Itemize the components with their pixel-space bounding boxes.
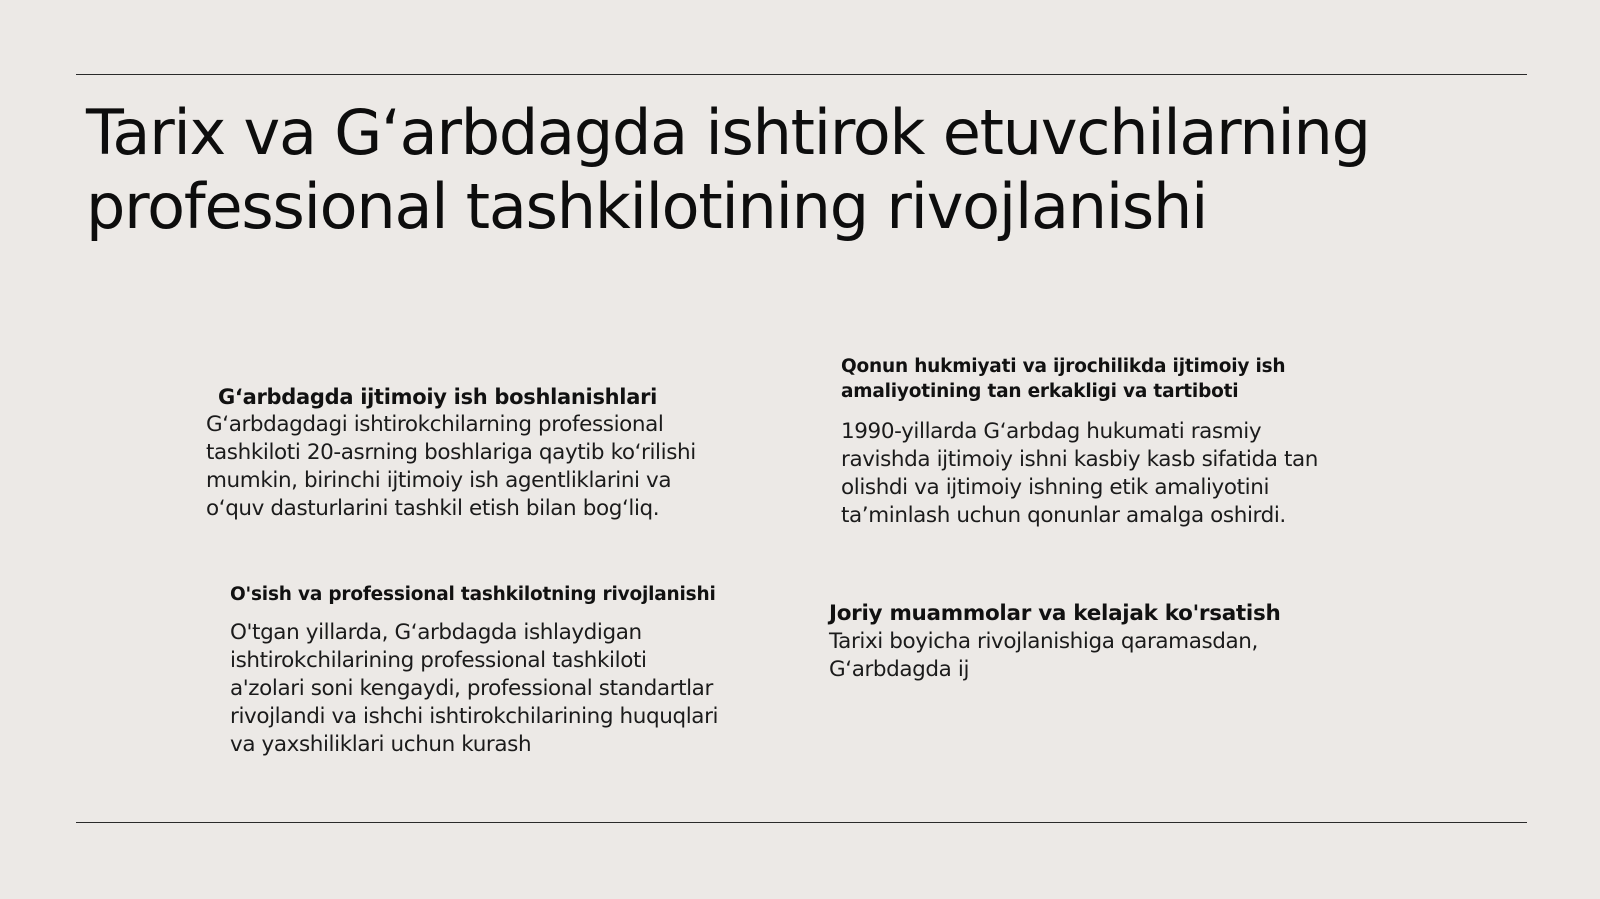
body-line: a'zolari soni kengaydi, professional standartlar [230,676,713,701]
body-line: ishtirokchilarining professional tashkiloti [230,648,647,673]
section-heading [841,354,1401,404]
body-line: O'tgan yillarda, G‘arbdagda ishlaydigan [230,620,642,645]
body-line: olishdi va ijtimoiy ishning etik amaliyotini [841,475,1270,500]
body-line: ta’minlash uchun qonunlar amalga oshirdi. [841,503,1286,528]
body-line: tashkiloti 20-asrning boshlariga qaytib ko‘rilishi [206,440,696,465]
heading-line: Qonun hukmiyati va ijrochilikda ijtimoiy ish [841,356,1286,377]
body-line: G‘arbdagda ij [829,657,970,682]
bottom-divider [76,822,1527,823]
section-body [841,418,1401,530]
body-line: va yaxshiliklari uchun kurash [230,732,532,757]
section-heading: O'sish va professional tashkilotning rivojlanishi [230,584,716,605]
section-heading: Joriy muammolar va kelajak ko'rsatish [829,601,1281,626]
body-line: rivojlandi va ishchi ishtirokchilarining huquqlari [230,704,719,729]
section-body [829,628,1349,684]
section-law-recognition [841,354,1401,530]
body-line: Tarixi boyicha rivojlanishiga qaramasdan, [829,629,1258,654]
body-line: mumkin, birinchi ijtimoiy ish agentliklarini va [206,468,672,493]
section-western-beginnings [206,383,766,523]
section-growth-development [230,582,780,759]
slide-title-line-1: Tarix va G‘arbdagda ishtirok etuvchilarning [86,96,1370,169]
slide-title-line-2: professional tashkilotining rivojlanishi [86,170,1208,243]
top-divider [76,74,1527,75]
section-current-issues [829,600,1349,684]
body-line: 1990-yillarda G‘arbdag hukumati rasmiy [841,419,1262,444]
body-line: o‘quv dasturlarini tashkil etish bilan bog‘liq. [206,496,660,521]
body-line: G‘arbdagdagi ishtirokchilarning professional [206,412,664,437]
slide-title [86,96,1526,244]
section-body [206,411,766,523]
section-body [230,619,780,759]
body-line: ravishda ijtimoiy ishni kasbiy kasb sifatida tan [841,447,1318,472]
heading-line: amaliyotining tan erkakligi va tartiboti [841,381,1239,402]
section-heading: G‘arbdagda ijtimoiy ish boshlanishlari [218,385,658,409]
